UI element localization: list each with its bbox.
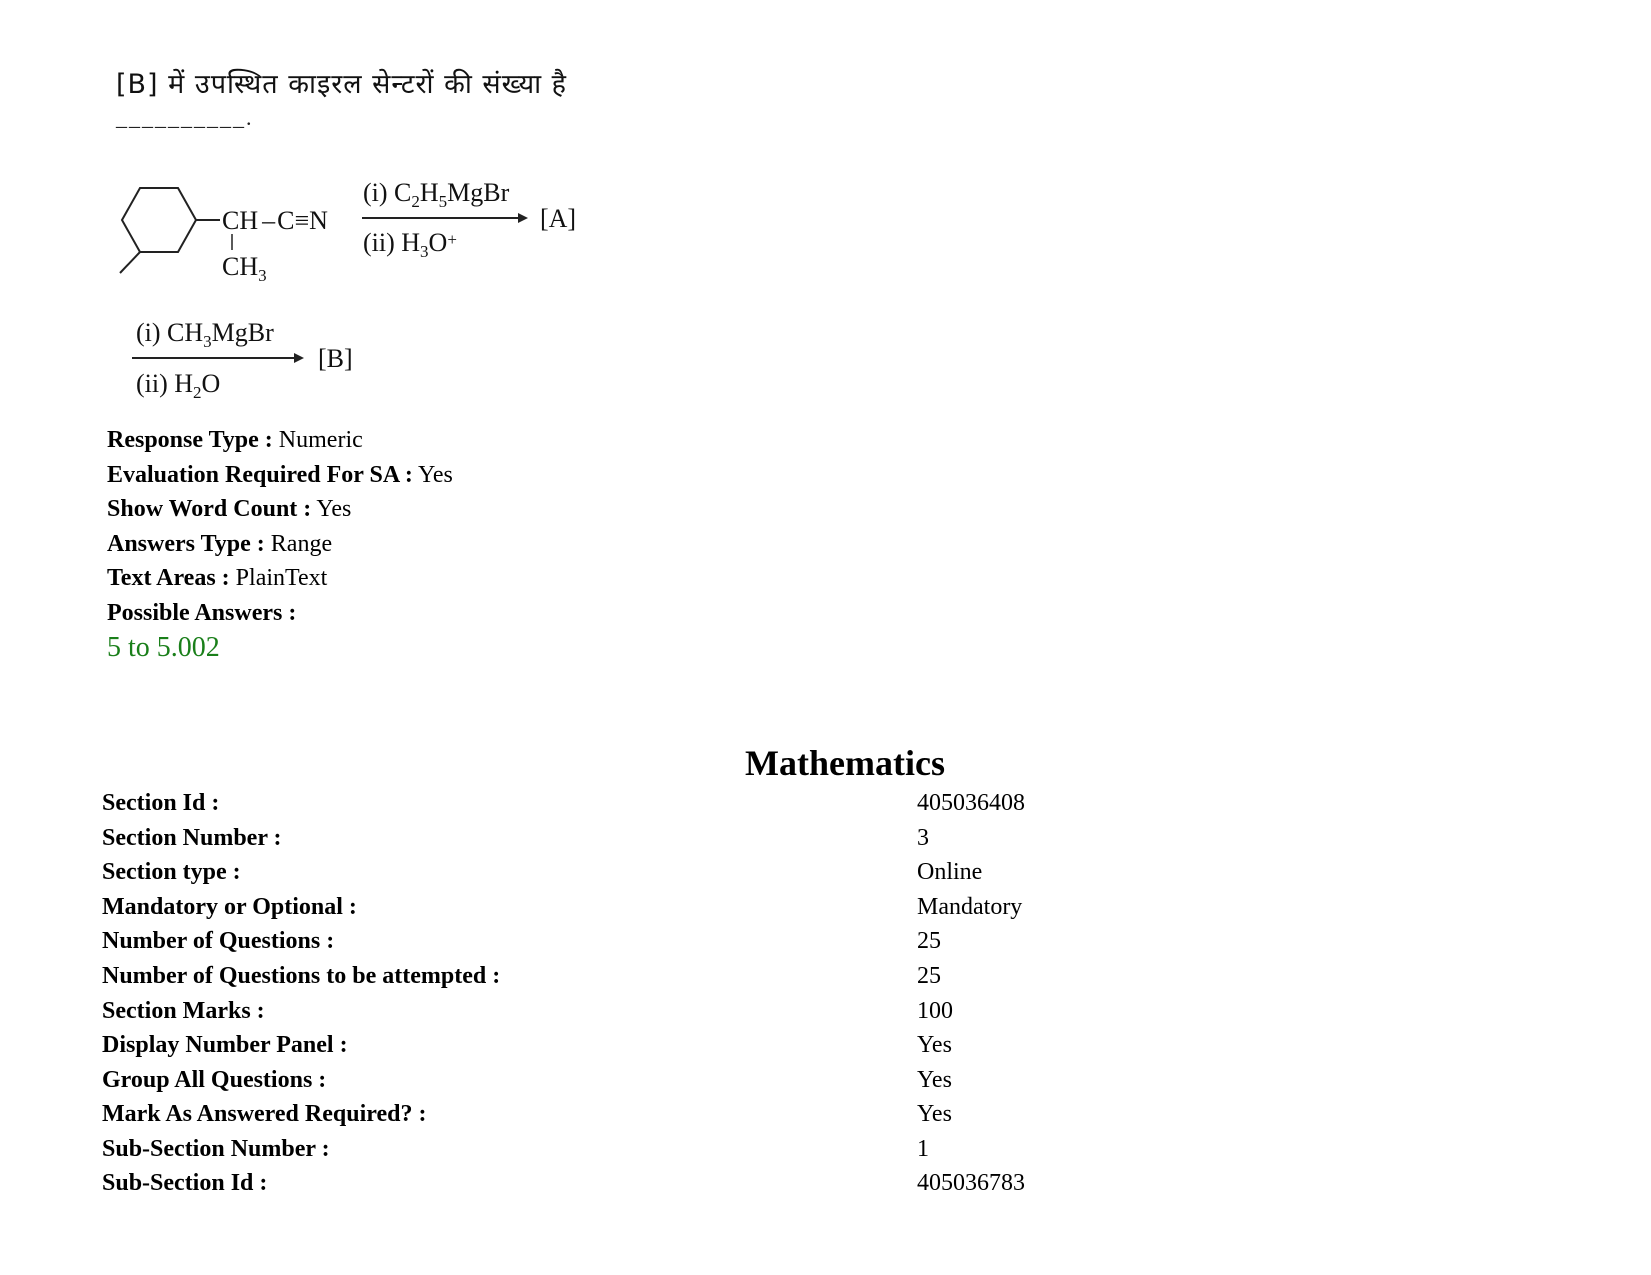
section-row: Number of Questions : 25	[102, 928, 941, 954]
step2-reagent-ii: (ii) $H_2O$	[136, 369, 221, 402]
section-row: Number of Questions to be attempted : 25	[102, 963, 941, 989]
step2-reagent-i: (i) $CH_3MgBr$	[136, 318, 274, 351]
section-row: Section Number : 3	[102, 825, 929, 851]
step1-arrowhead	[518, 213, 528, 223]
product-b: [B]	[318, 344, 353, 373]
methyl-bond	[120, 252, 140, 273]
step2-arrowhead	[294, 353, 304, 363]
substituent-branch: $CH_3$	[222, 252, 267, 285]
answer-blank: __________.	[116, 105, 254, 130]
section-row: Sub-Section Number : 1	[102, 1136, 929, 1162]
question-text: [B] में उपस्थित काइरल सेन्टरों की संख्या है	[116, 69, 568, 100]
section-row: Group All Questions : Yes	[102, 1067, 952, 1093]
meta-possible-answers: Possible Answers :	[107, 600, 297, 626]
section-row: Mark As Answered Required? : Yes	[102, 1101, 952, 1127]
cyclohexane-ring	[122, 188, 196, 252]
section-row: Section Id : 405036408	[102, 790, 1025, 816]
section-row: Section type : Online	[102, 859, 983, 885]
possible-answer-value: 5 to 5.002	[107, 632, 220, 663]
meta-response-type: Response Type : Numeric	[107, 427, 363, 453]
meta-show-word-count: Show Word Count : Yes	[107, 496, 352, 522]
meta-answers-type: Answers Type : Range	[107, 531, 333, 557]
step1-reagent-i: (i) $C_2H_5MgBr$	[363, 178, 510, 211]
product-a: [A]	[540, 204, 577, 233]
section-row: Display Number Panel : Yes	[102, 1032, 952, 1058]
step1-reagent-ii: (ii) $H_3O^+$	[363, 228, 457, 261]
section-row: Section Marks : 100	[102, 998, 953, 1024]
meta-evaluation-required: Evaluation Required For SA : Yes	[107, 462, 453, 488]
section-row: Mandatory or Optional : Mandatory	[102, 894, 1023, 920]
reaction-scheme	[108, 170, 628, 420]
substituent-chain: CH –C≡N	[222, 206, 328, 235]
section-title: Mathematics	[745, 743, 945, 783]
section-row: Sub-Section Id : 405036783	[102, 1170, 1025, 1196]
meta-text-areas: Text Areas : PlainText	[107, 565, 328, 591]
